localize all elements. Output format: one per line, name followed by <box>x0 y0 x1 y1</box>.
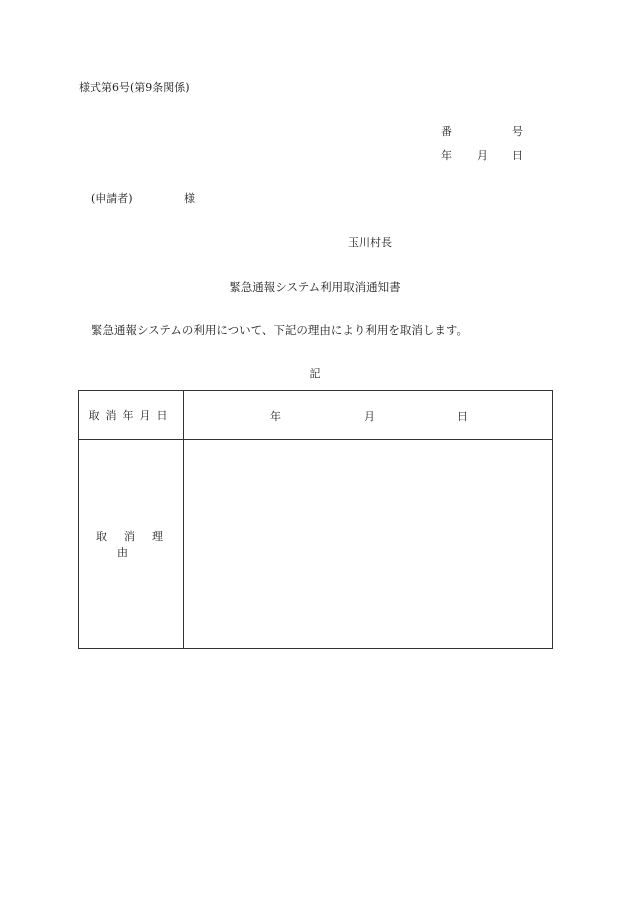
table-row-cancel-date <box>79 391 553 440</box>
reference-number-label: 番 <box>441 125 452 138</box>
issue-date-day: 日 <box>512 149 523 162</box>
cancel-date-year-label: 年 <box>270 410 281 423</box>
applicant-label: (申請者) <box>91 192 133 205</box>
applicant-honorific: 様 <box>184 192 195 205</box>
issue-date-year: 年 <box>441 149 452 162</box>
cancel-date-value-cell <box>184 391 553 440</box>
issue-date-month: 月 <box>477 149 488 162</box>
table-row-reason <box>79 440 553 649</box>
document-title: 緊急通報システム利用取消通知書 <box>229 280 401 294</box>
cancel-date-label: 取消年月日 <box>88 409 174 422</box>
form-number: 様式第6号(第9条関係) <box>79 81 190 94</box>
reason-value-cell <box>184 440 553 649</box>
cancel-date-month-label: 月 <box>364 410 375 423</box>
ki-heading: 記 <box>309 367 321 380</box>
cancellation-table <box>78 390 553 649</box>
reason-label-cell <box>79 440 184 649</box>
cancel-date-label-cell <box>79 391 184 440</box>
body-text: 緊急通報システムの利用について、下記の理由により利用を取消します。 <box>91 323 468 337</box>
issuer-name: 玉川村長 <box>348 236 392 249</box>
cancel-date-day-label: 日 <box>457 410 468 423</box>
reason-label: 取消理由 <box>96 530 180 559</box>
reference-number-suffix: 号 <box>512 125 523 138</box>
